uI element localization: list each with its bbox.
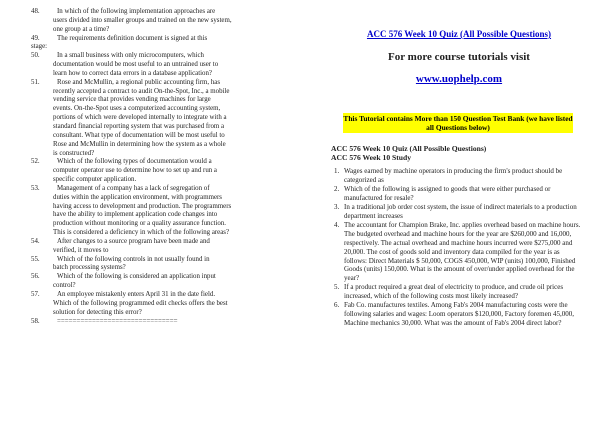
question-line bbox=[31, 158, 299, 167]
question-number: 3. bbox=[334, 202, 340, 211]
question-line bbox=[31, 105, 299, 114]
question-text: In a traditional job order cost system, the issue of indirect materials to a production department increases bbox=[344, 202, 577, 220]
question-number: 4. bbox=[334, 220, 340, 229]
question-item bbox=[331, 283, 583, 301]
question-line bbox=[31, 79, 299, 88]
question-line bbox=[31, 273, 299, 282]
question-line bbox=[31, 309, 299, 318]
question-line bbox=[31, 8, 299, 17]
question-text: is constructed? bbox=[53, 149, 95, 157]
question-text: Which of the following programmed edit checks offers the best bbox=[53, 299, 228, 307]
question-item bbox=[331, 167, 583, 185]
question-text: standard financial reporting system that was purchased from a bbox=[53, 122, 225, 130]
question-line bbox=[31, 247, 299, 256]
question-line bbox=[31, 300, 299, 309]
question-text: events. On-the-Spot uses a computerized accounting system, bbox=[53, 105, 221, 113]
question-number: 58. bbox=[31, 317, 40, 325]
question-text: In which of the following implementation approaches are bbox=[57, 8, 216, 15]
question-text: documentation would be most useful to an untrained user to bbox=[53, 61, 219, 69]
question-text: having access to development and production. The programmers bbox=[53, 202, 232, 210]
question-item bbox=[331, 301, 583, 328]
question-text: Fab Co. manufactures textiles. Among Fab's 2004 manufacturing costs were the following salaries and wages: Loom operators $120,000, Factory foremen 45,000, Machine mechanics 30,000. What was the amount of Fab's 2004 direct labor? bbox=[344, 301, 574, 328]
test-bank-banner: This Tutorial contains More than 150 Question Test Bank (we have listed all Questions below) bbox=[343, 114, 573, 132]
study-heading: ACC 576 Week 10 Study bbox=[331, 153, 412, 162]
question-line bbox=[31, 52, 299, 61]
question-number: 55. bbox=[31, 255, 40, 263]
question-line bbox=[31, 114, 299, 123]
question-text: duties within the application environment, with programmers bbox=[53, 193, 222, 201]
question-text: Which of the following types of documentation would a bbox=[57, 158, 212, 166]
question-text: Which of the following controls in not usually found in bbox=[57, 255, 210, 263]
question-text: have the ability to implement application code changes into bbox=[53, 211, 218, 219]
question-line bbox=[31, 150, 299, 159]
question-number: 2. bbox=[334, 184, 340, 193]
question-line bbox=[31, 96, 299, 105]
question-line bbox=[31, 220, 299, 229]
question-text: computer operator use to determine how to set up and run a bbox=[53, 167, 217, 175]
question-line bbox=[31, 185, 299, 194]
question-line bbox=[31, 88, 299, 97]
question-line bbox=[31, 61, 299, 70]
website-link[interactable]: www.uophelp.com bbox=[415, 73, 503, 85]
question-line bbox=[31, 238, 299, 247]
question-number: 52. bbox=[31, 158, 40, 166]
question-line bbox=[31, 123, 299, 132]
question-item bbox=[331, 185, 583, 203]
question-text: vending service that provides vending machines for large bbox=[53, 96, 211, 104]
question-text: Which of the following is assigned to goods that were either purchased or manufactured for resale? bbox=[344, 184, 551, 202]
question-line bbox=[31, 264, 299, 273]
question-text: learn how to correct data errors in a database application? bbox=[53, 69, 212, 77]
question-text: If a product required a great deal of electricity to produce, and crude oil prices increased, which of the following costs most likely increased? bbox=[344, 283, 564, 301]
question-line bbox=[31, 291, 299, 300]
question-text: After changes to a source program have been made and bbox=[57, 237, 210, 245]
question-text: stage: bbox=[31, 43, 48, 51]
question-number: 54. bbox=[31, 237, 40, 245]
course-title-link[interactable]: ACC 576 Week 10 Quiz (All Possible Questions) bbox=[366, 29, 552, 39]
question-text: Which of the following is considered an application input bbox=[57, 273, 216, 281]
question-line bbox=[31, 35, 299, 44]
question-text: production without monitoring or a quality assurance function. bbox=[53, 220, 226, 228]
question-line bbox=[31, 194, 299, 203]
left-column bbox=[31, 8, 299, 326]
question-text: portions of which were developed internally to integrate with a bbox=[53, 114, 227, 122]
question-text: Rose and McMullin, a regional public accounting firm, has bbox=[57, 78, 221, 86]
question-number: 57. bbox=[31, 291, 40, 298]
question-text: one group at a time? bbox=[53, 25, 110, 33]
question-line bbox=[31, 17, 299, 26]
question-text: verified, it moves to bbox=[53, 246, 109, 254]
question-number: 50. bbox=[31, 52, 40, 60]
question-number: 49. bbox=[31, 34, 40, 42]
question-list bbox=[331, 167, 583, 328]
quiz-heading: ACC 576 Week 10 Quiz (All Possible Questions) bbox=[331, 144, 487, 153]
tutorials-heading: For more course tutorials visit bbox=[388, 51, 530, 63]
question-text: recently accepted a contract to audit On-the-Spot, Inc., a mobile bbox=[53, 87, 230, 95]
question-item bbox=[331, 203, 583, 221]
question-number: 53. bbox=[31, 184, 40, 192]
question-line bbox=[31, 203, 299, 212]
question-line bbox=[31, 211, 299, 220]
question-text: This is considered a deficiency in which of the following areas? bbox=[53, 229, 230, 237]
question-line bbox=[31, 132, 299, 141]
question-text: In a small business with only microcomputers, which bbox=[57, 52, 204, 60]
question-item bbox=[331, 221, 583, 284]
question-text: Rose and McMullin in determining how the system as a whole bbox=[53, 140, 226, 148]
question-line bbox=[31, 318, 299, 327]
question-number: 48. bbox=[31, 8, 40, 15]
question-number: 6. bbox=[334, 301, 340, 310]
question-line bbox=[31, 43, 299, 52]
question-text: =============================== bbox=[57, 317, 178, 325]
question-line bbox=[31, 229, 299, 238]
question-text: Management of a company has a lack of segregation of bbox=[57, 184, 210, 192]
question-text: users divided into smaller groups and trained on the new system, bbox=[53, 16, 232, 24]
question-number: 5. bbox=[334, 283, 340, 292]
question-number: 51. bbox=[31, 78, 40, 86]
question-text: control? bbox=[53, 282, 76, 290]
question-text: The accountant for Champion Brake, Inc. applies overhead based on machine hours. The budgeted overhead and machine hours for the year are $260,000 and 16,000, respectively. The actual overhead and machine hours incurred were $275,000 and 20,000. The cost of goods sold and inventory data compiled for the year is as follows: Direct Materials $ 50,000, COGS 450,000, WIP (units) 100,000, Finished Goods (units) 150,000. What is the amount of over/under applied overhead for the year? bbox=[344, 220, 581, 283]
question-text: The requirements definition document is signed at this bbox=[57, 34, 208, 42]
question-text: consultant. What type of documentation will be most useful to bbox=[53, 131, 225, 139]
question-line bbox=[31, 176, 299, 185]
question-text: batch processing systems? bbox=[53, 264, 126, 272]
question-text: Wages earned by machine operators in producing the firm's product should be categorized as bbox=[344, 167, 563, 184]
question-number: 56. bbox=[31, 273, 40, 281]
question-line bbox=[31, 141, 299, 150]
question-line bbox=[31, 26, 299, 35]
question-text: An employee mistakenly enters April 31 in the date field. bbox=[57, 291, 216, 298]
question-line bbox=[31, 282, 299, 291]
question-text: specific computer application. bbox=[53, 176, 137, 184]
question-line bbox=[31, 167, 299, 176]
question-line bbox=[31, 70, 299, 79]
right-column bbox=[331, 11, 583, 328]
question-line bbox=[31, 256, 299, 265]
question-text: solution for detecting this error? bbox=[53, 308, 142, 316]
question-number: 1. bbox=[334, 167, 340, 175]
